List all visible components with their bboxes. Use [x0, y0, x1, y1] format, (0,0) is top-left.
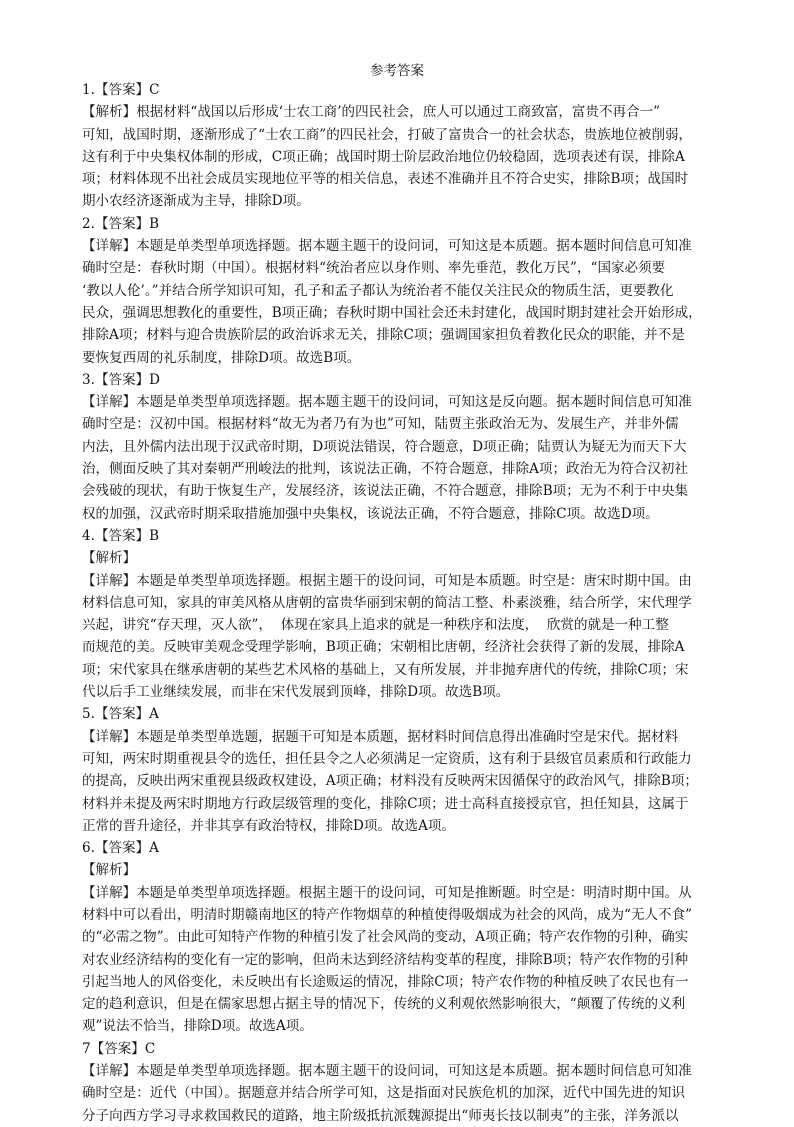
- explanation-line: 【解析】根据材料“战国以后形成‘士农工商’的四民社会，庶人可以通过工商致富，富贵不再合一”: [82, 104, 661, 121]
- explanation-line: 可知，两宋时期重视县令的选任，担任县令之人必须满足一定资质，这有利于县级官员素质和行政能力: [82, 750, 692, 767]
- answer-key: 6.【答案】A: [82, 840, 159, 857]
- explanation-line: 观”说法不恰当，排除D项。故选A项。: [82, 1018, 313, 1035]
- explanation-line: 分子向西方学习寻求救国救民的道路，地主阶级抵抗派魏源提出“师夷长技以制夷”的主张，洋务派以: [82, 1107, 679, 1124]
- answer-item: [82, 1038, 718, 1127]
- explanation-line: 可知，战国时期，逐渐形成了“士农工商”的四民社会，打破了富贵合一的社会状态，贵族地位被削弱，: [82, 126, 693, 143]
- answer-item: [82, 703, 718, 837]
- explanation-line: 【详解】本题是单类型单项选择题。根据主题干的设问词，可知是推断题。时空是：明清时期中国。从: [82, 884, 692, 901]
- explanation-line: 的“必需之物”。由此可知特产作物的种植引发了社会风尚的变动，A项正确；特产农作物的引种，确实: [82, 929, 689, 946]
- explanation-line: 材料中可以看出，明清时期赣南地区的特产作物烟草的种植使得吸烟成为社会的风尚，成为“无人不食”: [82, 906, 693, 923]
- explanation-line: 【详解】本题是单类型单项选择题。根据主题干的设问词，可知是本质题。时空是：唐宋时期中国。由: [82, 572, 692, 589]
- answer-item: [82, 837, 718, 1038]
- explanation-line: 治，侧面反映了其对秦朝严刑峻法的批判，该说法正确，不符合题意，排除A项；政治无为符合汉初社: [82, 461, 688, 478]
- page-title: 参考答案: [370, 63, 424, 79]
- explanation-line: 确时空是：近代（中国）。据题意并结合所学可知，这是指面对民族危机的加深，近代中国先进的知识: [82, 1085, 685, 1102]
- explanation-line: 对农业经济结构的变化有一定的影响，但尚未达到经济结构变革的程度，排除B项；特产农作物的引种: [82, 951, 689, 968]
- explanation-line: 【详解】本题是单类型单项选择题。据本题主题干的设问词，可知这是反向题。据本题时间信息可知准: [82, 394, 692, 411]
- answer-item: [82, 525, 718, 703]
- explanation-line: 引起当地人的风俗变化，未反映出有长途贩运的情况，排除C项；特产农作物的种植反映了农民也有一: [82, 973, 689, 990]
- answer-item: [82, 213, 718, 369]
- answer-key: 4.【答案】B: [82, 527, 160, 544]
- explanation-line: 代以后手工业继续发展，而非在宋代发展到顶峰，排除D项。故选B项。: [82, 684, 510, 701]
- answer-key: 2.【答案】B: [82, 215, 160, 232]
- explanation-line: 【详解】本题是单类型单选题，据题干可知是本质题，据材料时间信息得出准确时空是宋代。据材料: [82, 728, 679, 745]
- explanation-line: 材料并未提及两宋时期地方行政层级管理的变化，排除C项；进士高科直接授京官，担任知县，这属于: [82, 795, 689, 812]
- answer-content: [82, 79, 718, 1127]
- answer-key: 1.【答案】C: [82, 82, 160, 98]
- explanation-line: 项；材料体现不出社会成员实现地位平等的相关信息，表述不准确并且不符合史实，排除B项；战国时: [82, 171, 689, 188]
- explanation-line: 正常的晋升途径，并非其享有政治特权，排除D项。故选A项。: [82, 817, 455, 834]
- answer-key: 5.【答案】A: [82, 706, 159, 723]
- explanation-line: 定的趋利意识，但是在儒家思想占据主导的情况下，传统的义利观依然影响很大，“颠覆了传统的义利: [82, 996, 686, 1013]
- explanation-line: 【解析】: [82, 862, 137, 879]
- explanation-line: 【详解】本题是单类型单项选择题。据本题主题干的设问词，可知这是本质题。据本题时间信息可知准: [82, 238, 692, 255]
- explanation-line: 项；宋代家具在继承唐朝的某些艺术风格的基础上，又有所发展，并非抛弃唐代的传统，排除C项；宋: [82, 661, 689, 678]
- explanation-line: 【详解】本题是单类型单项选择题。据本题主题干的设问词，可知这是本质题。据本题时间信息可知准: [82, 1063, 692, 1080]
- explanation-line: 民众，强调思想教化的重要性，B项正确；春秋时期中国社会还未封建化，战国时期封建社会开始形成，: [82, 304, 702, 321]
- explanation-line: 兴起，讲究“存天理，灭人欲”， 体现在家具上追求的就是一种秩序和法度， 欣赏的就是一种工整: [82, 617, 669, 634]
- explanation-line: 内法，且外儒内法出现于汉武帝时期，D项说法错误，符合题意，D项正确；陆贾认为疑无为而天下大: [82, 438, 687, 455]
- explanation-line: 期小农经济逐渐成为主导，排除D项。: [82, 193, 310, 210]
- explanation-line: 排除A项；材料与迎合贵族阶层的政治诉求无关，排除C项；强调国家担负着教化民众的职能，并不是: [82, 327, 685, 344]
- answer-key: 7【答案】C: [82, 1040, 156, 1057]
- explanation-line: 要恢复西周的礼乐制度，排除D项。故选B项。: [82, 349, 361, 366]
- answer-item: [82, 369, 718, 525]
- explanation-line: 权的加强，汉武帝时期采取措施加强中央集权，该说法正确，不符合题意，排除C项。故选D项。: [82, 505, 659, 522]
- explanation-line: 这有利于中央集权体制的形成，C项正确；战国时期士阶层政治地位仍较稳固，选项表述有误，排除A: [82, 148, 685, 165]
- explanation-line: 确时空是：春秋时期（中国）。根据材料“统治者应以身作则、率先垂范，教化万民”，“国家必须要: [82, 260, 666, 277]
- explanation-line: 而规范的美。反映审美观念受理学影响，B项正确；宋朝相比唐朝，经济社会获得了新的发展，排除A: [82, 639, 685, 656]
- explanation-line: 【解析】: [82, 550, 137, 567]
- explanation-line: 会残破的现状，有助于恢复生产，发展经济，该说法正确，不符合题意，排除B项；无为不利于中央集: [82, 483, 689, 500]
- explanation-line: 的提高，反映出两宋重视县级政权建设，A项正确；材料没有反映两宋因循保守的政治风气，排除B项；: [82, 773, 698, 790]
- explanation-line: 确时空是：汉初中国。根据材料“故无为者乃有为也”可知，陆贾主张政治无为、发展生产，并非外儒: [82, 416, 679, 433]
- explanation-line: ‘教以人伦’。”并结合所学知识可知，孔子和孟子都认为统治者不能仅关注民众的物质生活，更要教化: [82, 282, 674, 299]
- answer-item: [82, 79, 718, 213]
- explanation-line: 材料信息可知，家具的审美风格从唐朝的富贵华丽到宋朝的简洁工整、朴素淡雅，结合所学，宋代理学: [82, 594, 692, 611]
- answer-key: 3.【答案】D: [82, 371, 161, 388]
